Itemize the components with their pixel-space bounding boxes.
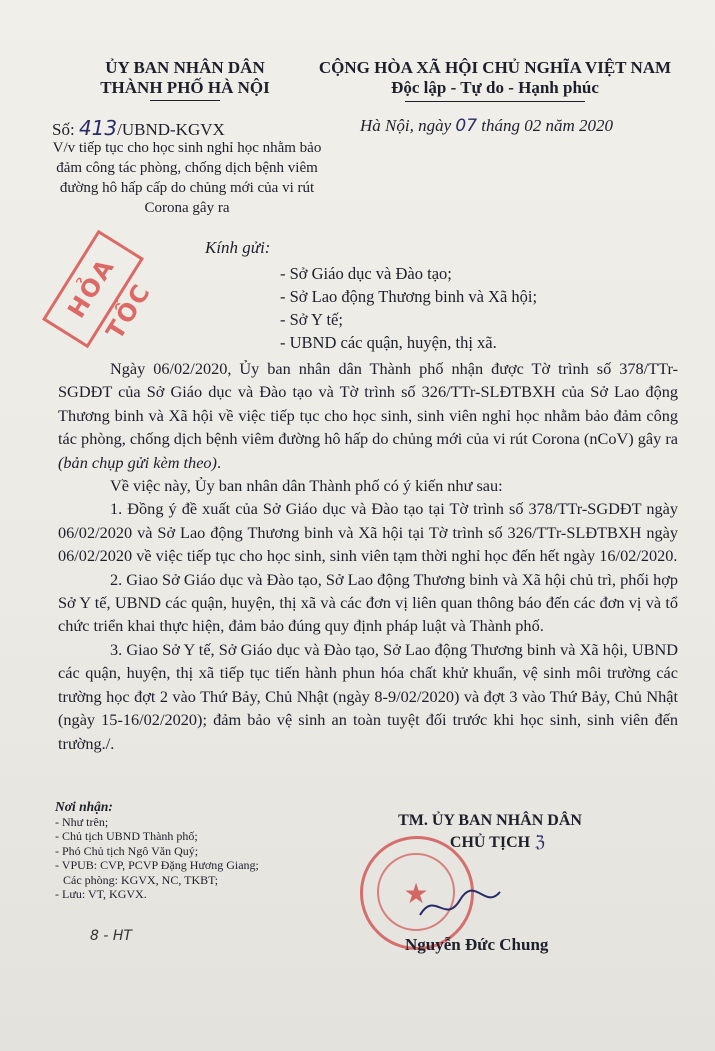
so-suffix: /UBND-KGVX [117, 120, 225, 139]
so-number: 413 [78, 116, 118, 140]
org-underline [150, 100, 220, 101]
recipients-list [280, 262, 537, 354]
document-date [360, 116, 613, 136]
recipient-item: - Sở Y tế; [280, 310, 343, 329]
sign-line-2: CHỦ TỊCH [449, 834, 531, 851]
body-paragraph-4: 2. Giao Sở Giáo dục và Đào tạo, Sở Lao động Thương binh và Xã hội chủ trì, phối hợp Sở Y tế, UBND các quận, huyện, thị xã và các đơn vị liên quan thông báo đến các đơn vị và tổ chức triển khai thực hiện, đảm bảo đúng quy định pháp luật và Thành phố. [58, 569, 678, 636]
issuing-authority [40, 58, 330, 101]
body-paragraph-2: Về việc này, Ủy ban nhân dân Thành phố có ý kiến như sau: [110, 476, 503, 496]
recipient-item: - UBND các quận, huyện, thị xã. [280, 333, 497, 352]
org-line-2: THÀNH PHỐ HÀ NỘI [100, 78, 270, 97]
motto-underline [405, 101, 585, 102]
body-paragraph-1: Ngày 06/02/2020, Ủy ban nhân dân Thành phố nhận được Tờ trình số 378/TTr-SGDĐT của Sở Giáo dục và Đào tạo và Tờ trình số 326/TTr-SLĐTBXH của Sở Lao động Thương binh và Xã hội về việc tiếp tục cho học sinh, sinh viên nghỉ học nhằm bảo đảm công tác phòng, chống dịch bệnh viêm đường hô hấp do chủng mới của vi rút Corona (nCoV) gây ra (bản chụp gửi kèm theo). [58, 359, 678, 472]
handwritten-note: 8 - HT [90, 928, 132, 944]
distribution-item: - Chủ tịch UBND Thành phố; [55, 829, 198, 843]
document-body [58, 357, 678, 755]
handwritten-initial: ℨ [535, 832, 545, 851]
signature-scribble-icon [415, 880, 505, 930]
org-line-1: ỦY BAN NHÂN DÂN [105, 58, 265, 77]
date-day: 07 [455, 116, 478, 136]
distribution-item: Các phòng: KGVX, NC, TKBT; [63, 872, 219, 887]
distribution-item: - Lưu: VT, KGVX. [55, 887, 147, 901]
signature-block [360, 810, 620, 854]
distribution-item: - VPUB: CVP, PCVP Đặng Hương Giang; [55, 858, 259, 872]
distribution-item: - Như trên; [55, 814, 109, 829]
distribution-label: Nơi nhận: [55, 799, 113, 814]
sign-line-1: TM. ỦY BAN NHÂN DÂN [398, 812, 582, 829]
recipient-item: - Sở Lao động Thương binh và Xã hội; [280, 287, 538, 306]
distribution-list [55, 800, 345, 902]
nation-line-1: CỘNG HÒA XÃ HỘI CHỦ NGHĨA VIỆT NAM [318, 58, 672, 77]
document-subject: V/v tiếp tục cho học sinh nghỉ học nhằm bảo đảm công tác phòng, chống dịch bệnh viêm đường hô hấp cấp do chủng mới của vi rút Corona gây ra [52, 140, 322, 216]
nation-line-2: Độc lập - Tự do - Hạnh phúc [391, 78, 599, 97]
recipients-label: Kính gửi: [205, 238, 271, 257]
so-label: Số: [52, 120, 75, 139]
date-suffix: tháng 02 năm 2020 [481, 116, 614, 135]
national-motto [305, 58, 685, 102]
official-seal-icon: ★ [360, 836, 474, 950]
body-paragraph-3: 1. Đồng ý đề xuất của Sở Giáo dục và Đào tạo tại Tờ trình số 378/TTr-SGDĐT ngày 06/02/2020 và Sở Lao động Thương binh và Xã hội tại Tờ trình số 326/TTr-SLĐTBXH ngày 06/02/2020 về việc tiếp tục cho học sinh, sinh viên tạm thời nghỉ học đến hết ngày 16/02/2020. [58, 499, 678, 566]
attachment-note: (bản chụp gửi kèm theo) [58, 452, 217, 472]
body-paragraph-5: 3. Giao Sở Y tế, Sở Giáo dục và Đào tạo, Sở Lao động Thương binh và Xã hội, UBND các quận, huyện, thị xã tiếp tục tiến hành phun hóa chất khử khuẩn, vệ sinh môi trường các trường học đợt 2 vào Thứ Bảy, Chủ Nhật (ngày 8-9/02/2020) và đợt 3 vào Thứ Bảy, Chủ Nhật (ngày 15-16/02/2020); đảm bảo vệ sinh an toàn tuyệt đối trước khi học sinh, sinh viên đến trường./. [58, 639, 678, 753]
date-prefix: Hà Nội, ngày [360, 116, 452, 135]
recipient-item: - Sở Giáo dục và Đào tạo; [280, 264, 452, 283]
distribution-item: - Phó Chủ tịch Ngô Văn Quý; [55, 843, 199, 858]
signer-name: Nguyễn Đức Chung [405, 935, 549, 954]
urgent-stamp: HỎA TỐC [42, 230, 144, 349]
document-number [52, 116, 225, 140]
